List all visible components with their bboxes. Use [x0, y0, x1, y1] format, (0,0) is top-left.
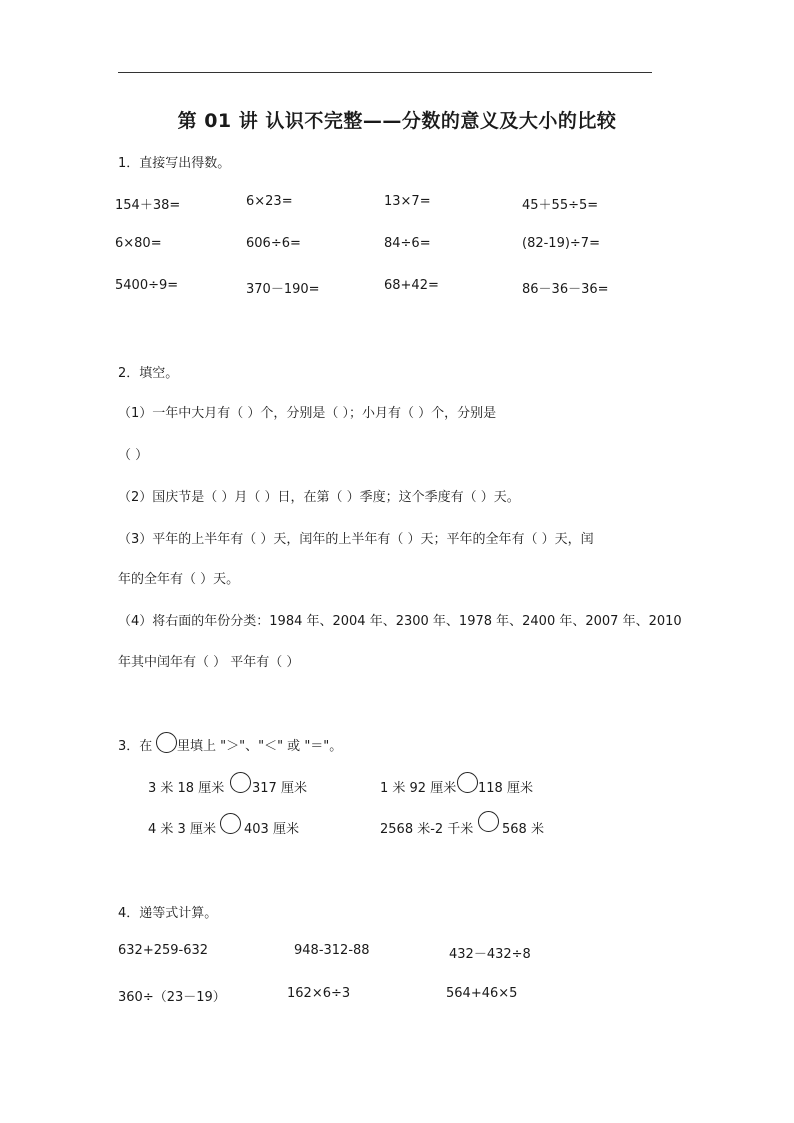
- q1-expr: 84÷6=: [384, 236, 431, 251]
- q3-item-right: 118 厘米: [478, 781, 533, 796]
- compare-circle-icon[interactable]: [457, 772, 478, 793]
- q2-heading: 2．填空。: [118, 366, 179, 381]
- q2-line: （ ）: [118, 448, 149, 463]
- q4-expr: 432－432÷8: [449, 947, 531, 962]
- q1-expr: 45＋55÷5=: [522, 198, 599, 213]
- q3-heading-prefix: 3．在: [118, 739, 153, 754]
- compare-circle-icon[interactable]: [478, 811, 499, 832]
- q3-item-left: 3 米 18 厘米: [148, 781, 225, 796]
- q1-expr: 6×80=: [115, 236, 162, 251]
- q2-line: （3）平年的上半年有（ ）天，闰年的上半年有（ ）天；平年的全年有（ ）天，闰: [118, 532, 594, 547]
- q4-expr: 948-312-88: [294, 943, 370, 958]
- q2-line: 年的全年有（ ）天。: [118, 572, 240, 587]
- header-rule: [118, 72, 652, 73]
- q3-item-left: 1 米 92 厘米: [380, 781, 457, 796]
- q1-expr: 370－190=: [246, 282, 320, 297]
- q2-line: （4）将右面的年份分类：1984 年、2004 年、2300 年、1978 年、2400 年、2007 年、2010: [118, 614, 682, 629]
- q1-expr: 6×23=: [246, 194, 293, 209]
- q1-heading: 1．直接写出得数。: [118, 156, 231, 171]
- q2-line: 年其中闰年有（ ） 平年有（ ）: [118, 655, 300, 670]
- q3-item-left: 4 米 3 厘米: [148, 822, 216, 837]
- q1-expr: 68+42=: [384, 278, 439, 293]
- q1-expr: 606÷6=: [246, 236, 301, 251]
- q4-expr: 360÷（23－19）: [118, 990, 226, 1005]
- compare-circle-icon: [156, 732, 177, 753]
- q3-item-right: 568 米: [502, 822, 544, 837]
- q2-line: （2）国庆节是（ ）月（ ）日，在第（ ）季度；这个季度有（ ）天。: [118, 490, 520, 505]
- q3-item-right: 403 厘米: [244, 822, 299, 837]
- page-title: 第 01 讲 认识不完整——分数的意义及大小的比较: [177, 110, 617, 132]
- q3-item-left: 2568 米-2 千米: [380, 822, 474, 837]
- q3-heading-suffix: 里填上 "＞"、"＜" 或 "＝"。: [177, 739, 343, 754]
- q1-expr: 86－36－36=: [522, 282, 609, 297]
- compare-circle-icon[interactable]: [220, 813, 241, 834]
- q4-heading: 4．递等式计算。: [118, 906, 218, 921]
- q1-expr: 5400÷9=: [115, 278, 179, 293]
- q1-expr: 13×7=: [384, 194, 431, 209]
- q1-expr: (82-19)÷7=: [522, 236, 600, 251]
- q4-expr: 564+46×5: [446, 986, 518, 1001]
- q2-line: （1）一年中大月有（ ）个，分别是（ ）；小月有（ ）个，分别是: [118, 406, 497, 421]
- q1-expr: 154＋38=: [115, 198, 181, 213]
- q4-expr: 162×6÷3: [287, 986, 351, 1001]
- q4-expr: 632+259-632: [118, 943, 209, 958]
- q3-item-right: 317 厘米: [252, 781, 307, 796]
- compare-circle-icon[interactable]: [230, 772, 251, 793]
